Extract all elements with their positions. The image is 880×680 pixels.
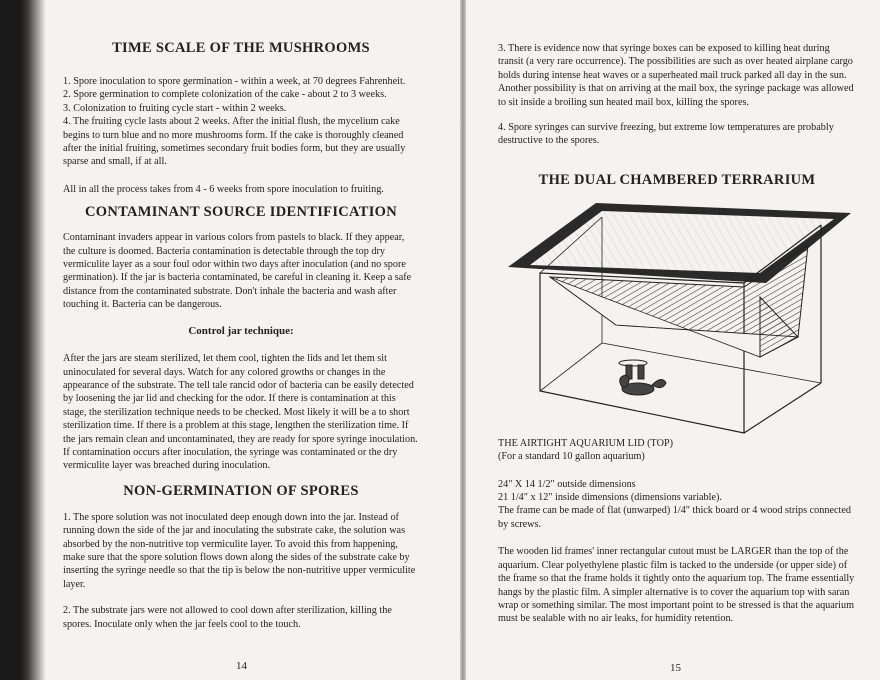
syringe-freeze-paragraph: 4. Spore syringes can survive freezing, but extreme low temperatures are probably destructive to the spores. <box>498 122 834 147</box>
inside-dimensions: 21 1/4" x 12" inside dimensions (dimensions variable). <box>498 492 722 504</box>
non-germination-heading: NON-GERMINATION OF SPORES <box>123 482 359 499</box>
outside-dimensions: 24" X 14 1/2" outside dimensions <box>498 478 636 490</box>
page-number-left: 14 <box>236 660 247 672</box>
time-summary: All in all the process takes from 4 - 6 weeks from spore inoculation to fruiting. <box>63 183 384 195</box>
terrarium-heading: THE DUAL CHAMBERED TERRARIUM <box>538 171 816 188</box>
time-item-2: 2. Spore germination to complete colonization of the cake - about 2 to 3 weeks. <box>63 89 387 101</box>
contaminant-paragraph: Contaminant invaders appear in various colors from pastels to black. If they appear, the culture is doomed. Bacteria contamination is detectable through the top dry vermiculite layer as a sour foul odor within two days after inoculation (and no spore germination). If the jar is bacteria contaminated, be careful in cleaning it. Keep a safe distance from the contaminated substrate. Don't inhale the bacteria and wash after touching it. Bacteria can be dangerous. <box>63 232 412 311</box>
right-page <box>466 0 880 680</box>
contaminant-heading: CONTAMINANT SOURCE IDENTIFICATION <box>84 204 398 221</box>
non-germination-item-1: 1. The spore solution was not inoculated deep enough down into the jar. Instead of running down the side of the jar and inoculating the substrate cake, the solution was absorbed by the non-nutritive top vermiculite layer. To avoid this from happening, make sure that the spore solution flows down along the sides of the substrate cake by inserting the syringe needle so that the tip is below the non-nutritive upper vermiculite layer. <box>63 511 416 590</box>
non-germination-item-2: 2. The substrate jars were not allowed to cool down after sterilization, killing the spores. Inoculate only when the jar feels cool to the touch. <box>63 605 392 630</box>
right-page-content <box>498 42 856 626</box>
terrarium-illustration <box>498 197 856 435</box>
lid-caption: THE AIRTIGHT AQUARIUM LID (TOP) <box>498 437 674 449</box>
time-scale-heading: TIME SCALE OF THE MUSHROOMS <box>112 40 370 56</box>
time-item-1: 1. Spore inoculation to spore germination - within a week, at 70 degrees Fahrenheit. <box>63 76 406 87</box>
figurine-ornament <box>619 360 666 395</box>
time-item-4: 4. The fruiting cycle lasts about 2 weeks. After the initial flush, the mycelium cake begins to turn blue and no more mushrooms form. If the cake is thoroughly cleaned after the initial fruiting, sometimes secondary fruit bodies form, but they are usually sparse and small, if at all. <box>63 116 406 168</box>
syringe-heat-paragraph: 3. There is evidence now that syringe boxes can be exposed to killing heat during transit (a very rare occurrence). The possibilities are such as over heated airplane cargo holds during intense heat waves or a superheated mail truck parked all day in the sun. Another possibility is that on arriving at the mail box, the syringe package was allowed to sit inside a broiling sun heated mail box, killing the spores. <box>498 43 854 108</box>
page-number-right: 15 <box>670 662 681 674</box>
lid-caption-sub: (For a standard 10 gallon aquarium) <box>498 451 645 463</box>
control-jar-subheading: Control jar technique: <box>188 324 294 337</box>
left-page <box>20 0 460 680</box>
lid-paragraph: The wooden lid frames' inner rectangular cutout must be LARGER than the top of the aquarium. Clear polyethylene plastic film is tacked to the underside (or upper side) of the frame so that the frame holds it tightly onto the aquarium top. The frame essentially hangs by the plastic film. A simpler alternative is to cover the aquarium top with saran wrap or something similar. The most important point to be stressed is that the aquarium must be sealable with no air leaks, for humidity retention. <box>498 546 855 625</box>
control-jar-paragraph: After the jars are steam sterilized, let them cool, tighten the lids and let them sit uninoculated for several days. Watch for any colored growths or changes in the appearance of the substrate. The tell tale rancid odor of bacteria can be easily detected by loosening the jar lid and checking for the odor. If there is contamination at this stage, the sterilization technique needs to be checked. Most likely it will be a to short sterilization time. If there is a problem at this stage, lengthen the sterilization time. If the jars remain clean and uncontaminated, they are ready for spore syringe inoculation. If contamination occurs after inoculation, the syringe was contaminated or the dry vermiculite layer was breached during inoculation. <box>63 353 418 472</box>
page-edge-shadow <box>20 0 46 680</box>
time-item-3: 3. Colonization to fruiting cycle start - within 2 weeks. <box>63 102 287 114</box>
left-page-content <box>63 40 419 631</box>
frame-material-text: The frame can be made of flat (unwarped) 1/4" thick board or 4 wood strips connected by screws. <box>498 505 851 530</box>
